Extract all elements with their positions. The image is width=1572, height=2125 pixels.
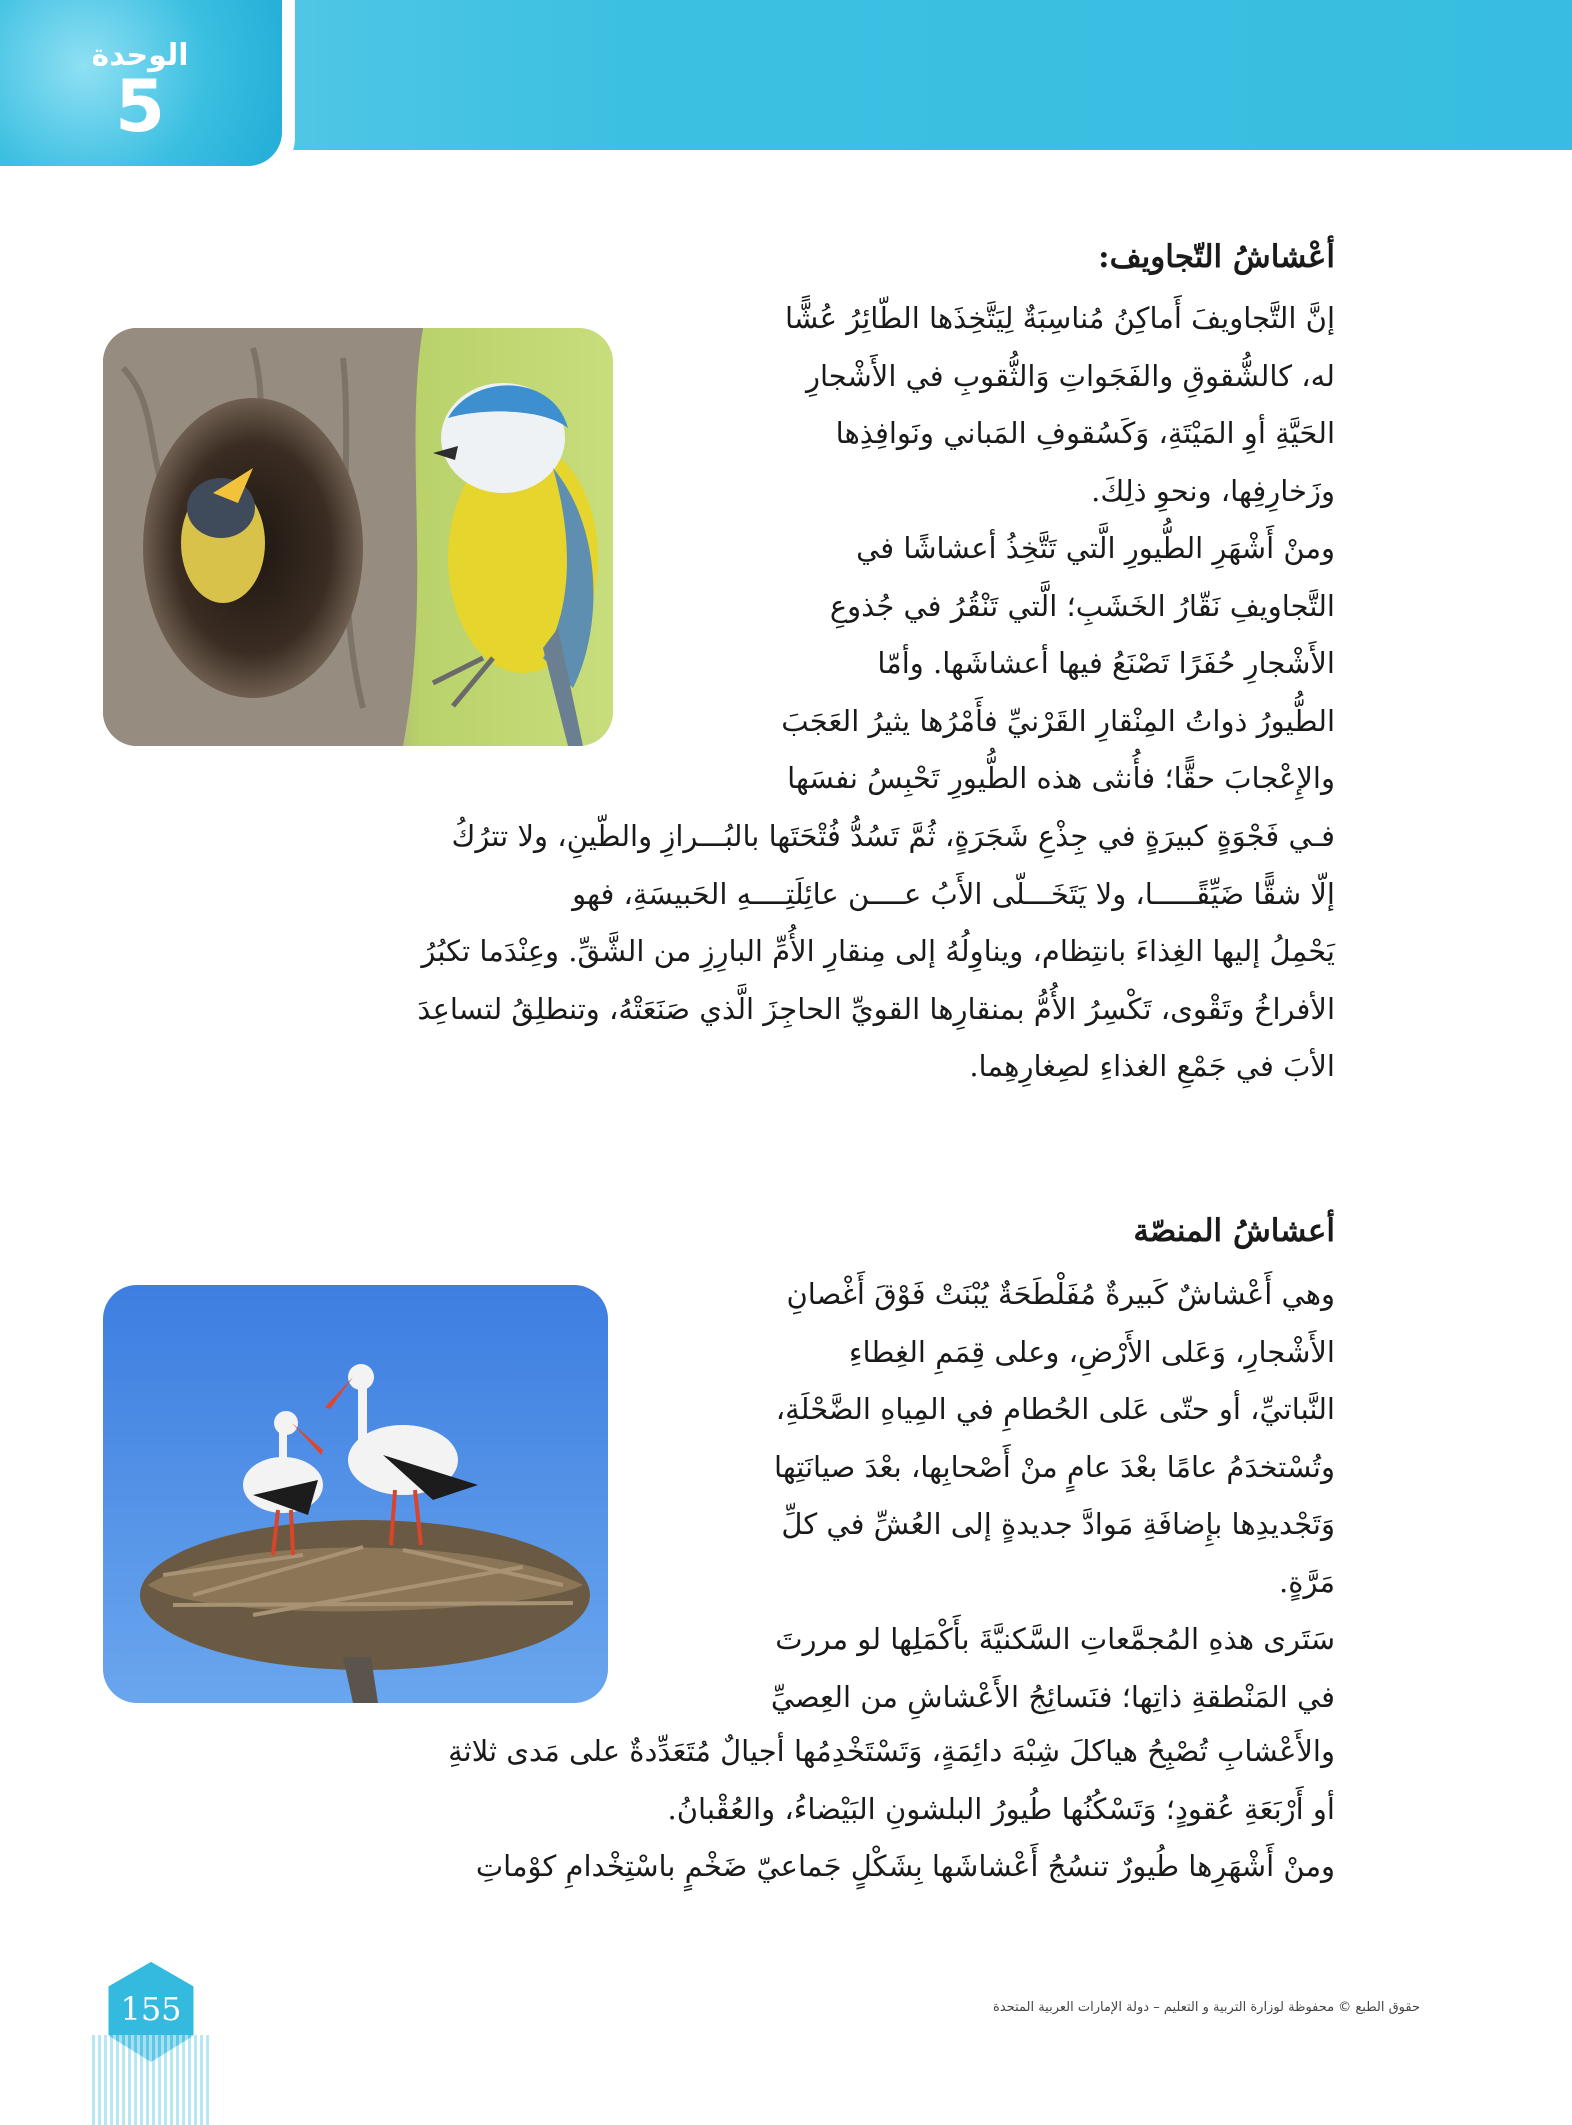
paragraph-line: الأفراخُ وتَقْوى، تَكْسِرُ الأُمُّ بمنقارِها القويِّ الحاجِزَ الَّذي صَنَعَتْهُ، وتنطلِقُ لتساعِدَ [417,991,1335,1026]
photo-blue-tit-nest [103,328,613,746]
paragraph-line: وتُسْتخدَمُ عامًا بعْدَ عامٍ منْ أَصْحابِها، بعْدَ صيانَتِها [773,1449,1335,1484]
paragraph-line: الحَيَّةِ أوِ المَيْتَةِ، وَكَسُقوفِ المَباني ونَوافِذِها [835,416,1335,450]
paragraph-line: والإِعْجابَ حقًّا؛ فأُنثى هذه الطُّيورِ تَحْبِسُ نفسَها [787,761,1335,795]
page-number: 155 [120,1990,182,2028]
unit-tab [0,0,295,178]
unit-number: 5 [114,64,166,148]
paragraph-line: إنَّ التَّجاويفَ أَماكِنُ مُناسِبَةٌ لِيَتَّخِذَها الطّائِرُ عُشًّا [785,301,1335,335]
paragraph-line: ومنْ أَشْهَرِ الطُّيورِ الَّتي تَتَّخِذُ أعشاشًا في [856,531,1335,565]
paragraph-line: والأَعْشابِ تُصْبِحُ هياكلَ شِبْهَ دائِمَةٍ، وَتَسْتَخْدِمُها أجيالٌ مُتَعَدِّدةٌ على مَدى ثلاثةِ [448,1734,1335,1768]
paragraph-line: يَحْمِلُ إليها الغِذاءَ بانتِظام، ويناوِلُهُ إلى مِنقارِ الأُمِّ البارِزِ من الشَّقِّ. وعِنْدَما تكبُرُ [421,934,1335,968]
paragraph-line: النَّباتيِّ، أو حتّى عَلى الحُطامِ في المِياهِ الضَّحْلَةِ، [775,1392,1335,1426]
paragraph-line: الأبَ في جَمْعِ الغذاءِ لصِغارِهِما. [969,1049,1335,1083]
paragraph-line: وَتَجْديدِها بإِضافَةِ مَوادَّ جديدةٍ إلى العُشِّ في كلِّ [781,1507,1335,1541]
copyright-notice: حقوق الطبع © محفوظة لوزارة التربية و التعليم – دولة الإمارات العربية المتحدة [993,2000,1420,2015]
paragraph-line: إلّا شقًّا ضَيِّقًـــــا، ولا يَتَخَـــلّى الأَبُ عــــن عائِلَتِــــهِ الحَبيسَةِ، فهو [572,876,1335,911]
photo-stork-nest [103,1285,608,1703]
paragraph-line: فـي فَجْوَةٍ كبيرَةٍ في جِذْعِ شَجَرَةٍ، ثُمَّ تَسُدُّ فُتْحَتَها بالبُـــرازِ والطّينِ، ولا تترُكُ [451,819,1335,853]
paragraph-line: الطُّيورُ ذواتُ المِنْقارِ القَرْنيِّ فأَمْرُها يثيرُ العَجَبَ [781,703,1335,738]
paragraph-line: الأَشْجارِ، وَعَلى الأَرْضِ، وعلى قِمَمِ الغِطاءِ [848,1334,1335,1369]
paragraph-line: ومنْ أَشْهَرِها طُيورٌ تنسُجُ أَعْشاشَها بِشَكْلٍ جَماعيّ ضَخْمٍ باسْتِخْدامِ كوْماتِ [475,1849,1335,1883]
paragraph-line: سَتَرى هذهِ المُجمَّعاتِ السَّكنيَّةَ بأَكْمَلِها لو مررتَ [775,1622,1335,1656]
section-heading: أعشاشُ المنصّة [1133,1213,1335,1249]
paragraph-line: الأَشْجارِ حُفَرًا تَصْنَعُ فيها أعشاشَها. وأمّا [877,646,1335,680]
section-heading: أعْشاشُ التّجاويف: [1098,239,1335,275]
section1-wide-text [330,808,1335,1096]
paragraph-line: أو أَرْبَعَةِ عُقودٍ؛ وَتَسْكُنُها طُيورُ البلشونِ البَيْضاءُ، والعُقْبانُ. [667,1791,1335,1826]
section-platform-nests [640,1202,1335,1726]
section-cavity-nests [330,228,1335,292]
decorative-pattern [92,2035,210,2125]
stork-nest-icon [103,1285,608,1703]
section2-wide-text [250,1723,1335,1896]
paragraph-line: التَّجاويفِ نَقّارُ الخَشَبِ؛ الَّتي تَنْقُرُ في جُذوعِ [829,588,1335,623]
paragraph-line: وزَخارِفِها، ونحوِ ذلِكَ. [1091,473,1335,508]
blue-tit-nest-icon [103,328,613,746]
paragraph-line: وهي أَعْشاشٌ كَبيرةٌ مُفَلْطَحَةٌ يُبْنَتْ فَوْقَ أَغْصانِ [786,1277,1335,1311]
unit-label: الوحدة [91,38,189,73]
section1-narrow-text [640,290,1335,808]
paragraph-line: له، كالشُّقوقِ والفَجَواتِ وَالثُّقوبِ في الأَشْجارِ [805,358,1335,393]
paragraph-line: مَرَّةٍ. [1279,1564,1335,1599]
paragraph-line: في المَنْطقةِ ذاتِها؛ فنَسائِجُ الأَعْشاشِ من العِصيِّ [770,1679,1335,1714]
